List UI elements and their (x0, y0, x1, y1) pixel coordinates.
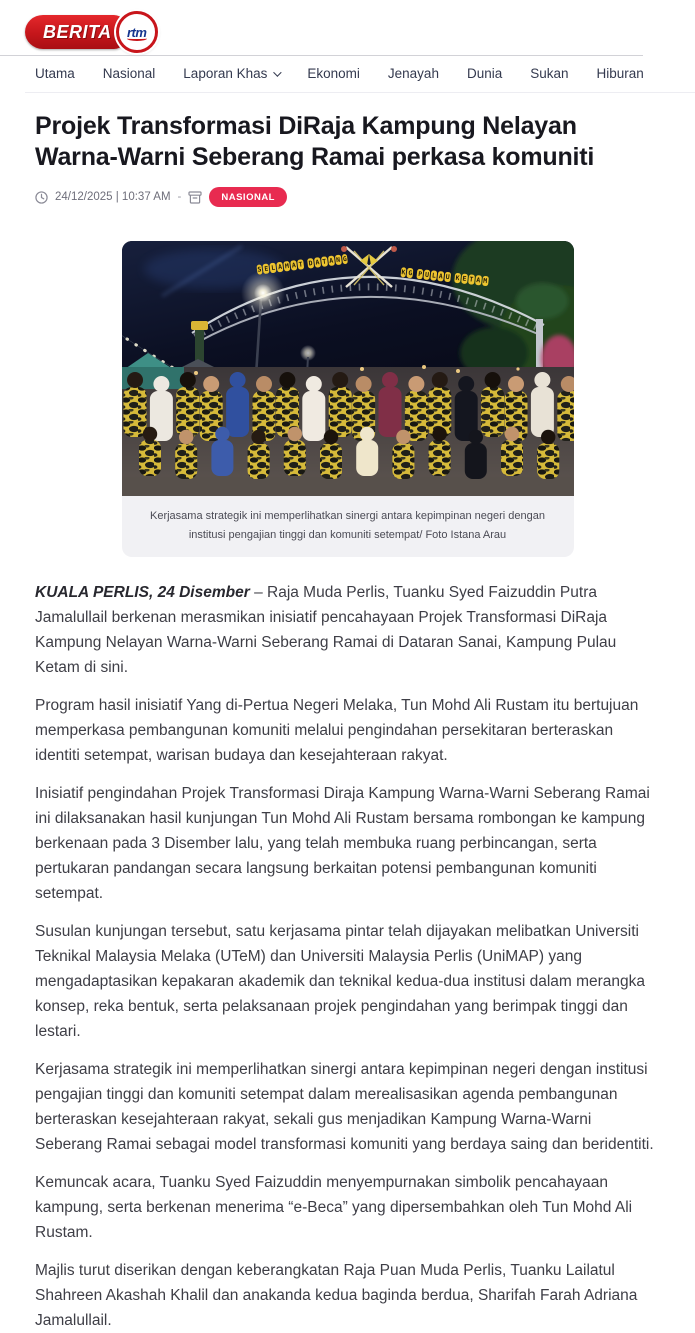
nav-item-ekonomi[interactable]: Ekonomi (307, 66, 360, 81)
category-badge[interactable]: NASIONAL (209, 187, 287, 207)
article-datetime: 24/12/2025 | 10:37 AM (55, 191, 171, 203)
paragraph: Majlis turut diserikan dengan keberangkatan Raja Puan Muda Perlis, Tuanku Lailatul Shahreen Akashah Khalil dan anakanda kedua baginda berdua, Sharifah Farah Adriana Jamalullail. (35, 1262, 638, 1330)
site-header (0, 0, 695, 56)
paragraph: Susulan kunjungan tersebut, satu kerjasama pintar telah dijayakan melibatkan Universiti Teknikal Malaysia Melaka (UTeM) dan Universiti Malaysia Perlis (UniMAP) yang mengadaptasikan kepakaran akademik dan teknikal kedua-dua institusi dalam merangka konsep, reka bentuk, serta pelaksanaan projek pengindahan yang berimpak tinggi dan lestari. (35, 923, 646, 1041)
nav-item-jenayah[interactable]: Jenayah (387, 66, 439, 81)
photo-caption: Kerjasama strategik ini memperlihatkan sinergi antara kepimpinan negeri dengan institusi pengajian tinggi dan komuniti setempat/ Foto Istana Arau (150, 510, 545, 541)
rtm-logo-text: rtm (126, 24, 147, 40)
nav-item-hiburan[interactable]: Hiburan (596, 66, 644, 81)
article (0, 93, 695, 1333)
nav-item-utama[interactable]: Utama (35, 66, 75, 81)
photo-illustration (122, 241, 574, 496)
clock-icon (35, 191, 48, 204)
nav-item-dunia[interactable]: Dunia (466, 66, 503, 81)
arch-banner-left: S E L A M A T D A T A N G (256, 254, 347, 274)
archive-icon[interactable] (188, 191, 202, 204)
article-meta (35, 187, 660, 207)
paragraph: Kerjasama strategik ini memperlihatkan sinergi antara kepimpinan negeri dengan institusi pengajian tinggi dan komuniti setempat dalam merealisasikan agenda pembangunan berteraskan kesejahteraan rakyat, sekali gus menjadikan Kampung Warna-Warni Seberang Ramai sebagai model transformasi komuniti yang berdaya saing dan beridentiti. (35, 1061, 654, 1154)
paragraph: KUALA PERLIS, 24 Disember – Raja Muda Perlis, Tuanku Syed Faizuddin Putra Jamalullail berkenan merasmikan inisiatif pencahayaan Projek Transformasi DiRaja Kampung Nelayan Warna-Warni Seberang Ramai di Dataran Sanai, Kampung Pulau Ketam di sini. (35, 584, 617, 677)
berita-logo-text: BERITA (43, 21, 112, 42)
nav-item-sukan[interactable]: Sukan (530, 66, 569, 81)
chevron-down-icon (274, 68, 282, 76)
berita-rtm-logo[interactable] (25, 11, 158, 53)
nav-item-nasional[interactable]: Nasional (102, 66, 156, 81)
main-nav (0, 56, 695, 93)
arch-banner-right: K G P U L A U K E T A M (400, 267, 488, 285)
rtm-logo-circle (116, 11, 158, 53)
article-figure (122, 241, 574, 557)
nav-item-laporan-khas[interactable]: Laporan Khas (183, 66, 279, 81)
paragraph: Kemuncak acara, Tuanku Syed Faizuddin menyempurnakan simbolik pencahayaan kampung, serta berkenan menerima “e-Beca” yang dipersembahkan oleh Tun Mohd Ali Rustam. (35, 1174, 633, 1242)
article-title: Projek Transformasi DiRaja Kampung Nelayan Warna-Warni Seberang Ramai perkasa komuniti (35, 112, 595, 171)
meta-separator: - (177, 191, 182, 203)
paragraph: Program hasil inisiatif Yang di-Pertua Negeri Melaka, Tun Mohd Ali Rustam itu bertujuan memperkasa pembangunan komuniti melalui pengindahan persekitaran berteraskan identiti setempat, warisan budaya dan kesejahteraan rakyat. (35, 697, 639, 765)
dateline: KUALA PERLIS, 24 Disember (35, 584, 250, 602)
article-photo (122, 241, 574, 496)
berita-logo-shape (25, 15, 128, 49)
article-body (35, 580, 660, 1333)
paragraph: Inisiatif pengindahan Projek Transformasi Diraja Kampung Warna-Warni Seberang Ramai ini dilaksanakan hasil kunjungan Tun Mohd Ali Rustam bersama rombongan ke kampung berkenaan pada 3 Disember lalu, yang telah membuka ruang perbincangan, serta pertukaran pandangan secara langsung berkaitan potensi pembangunan komuniti setempat. (35, 785, 650, 903)
